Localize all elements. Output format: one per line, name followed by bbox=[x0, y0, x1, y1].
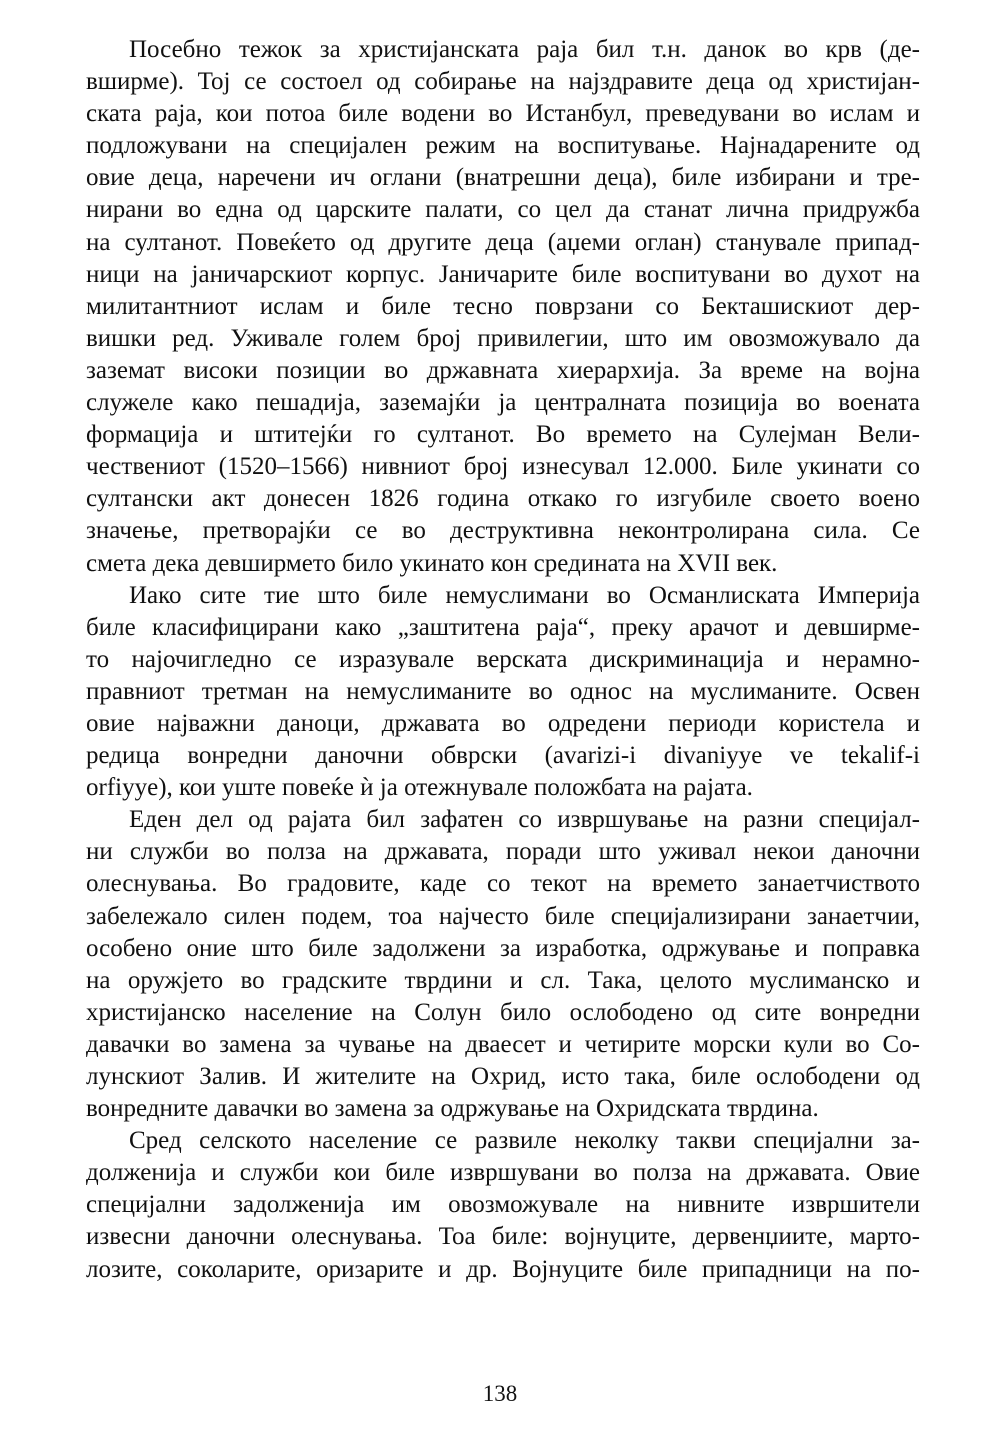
text-line: формација и штитејќи го султанот. Во времето на Сулејман Вели- bbox=[86, 421, 920, 449]
paragraph-2 bbox=[86, 580, 920, 805]
text-line: Еден дел од рајата бил зафатен со извршување на разни специјал- bbox=[129, 806, 920, 834]
text-line: orfiyye), кои уште повеќе ѝ ја отежнувале положбата на рајата. bbox=[86, 774, 753, 802]
text-line: лозите, соколарите, оризарите и др. Војнуците биле припадници на по- bbox=[86, 1255, 920, 1283]
text-line: подложувани на специјален режим на воспитување. Најнадарените од bbox=[86, 132, 920, 160]
text-line: лунскиот Залив. И жителите на Охрид, исто така, биле ослободени од bbox=[86, 1063, 920, 1090]
text-line: Сред селското население се развиле неколку такви специјални за- bbox=[129, 1127, 920, 1155]
paragraph-1 bbox=[86, 34, 920, 580]
text-line: заземат високи позиции во државната хиерархија. За време на војна bbox=[86, 356, 920, 384]
text-line: Посебно тежок за христијанската раја бил т.н. данок во крв (де- bbox=[129, 36, 920, 63]
text-line: смета дека девширмето било укинато кон средината на XVII век. bbox=[86, 549, 778, 577]
text-line: биле класифицирани како „заштитена раја“, преку арачот и девширме- bbox=[86, 613, 920, 641]
text-line: специјални задолженија им овозможувале на нивните извршители bbox=[86, 1191, 920, 1219]
text-line: редица вонредни даночни обврски (avarizi-i divaniyye ve tekalif-i bbox=[86, 742, 920, 770]
page-body bbox=[86, 34, 920, 1286]
page-number: 138 bbox=[482, 1381, 518, 1406]
text-line: Иако сите тие што биле немуслимани во Османлиската Империја bbox=[129, 581, 920, 609]
text-line: султански акт донесен 1826 година откако го изгубиле своето воено bbox=[86, 485, 920, 513]
text-line: ни служби во полза на државата, поради што уживал некои даночни bbox=[86, 838, 920, 866]
text-line: на султанот. Повеќето од другите деца (аџеми оглан) станувале припад- bbox=[86, 228, 920, 256]
text-line: ската раја, кои потоа биле водени во Истанбул, преведувани во ислам и bbox=[86, 100, 920, 128]
text-line: забележало силен подем, тоа најчесто биле специјализирани занаетчии, bbox=[86, 902, 920, 930]
text-line: извесни даночни олеснувања. Тоа биле: војнуците, дервенџиите, марто- bbox=[86, 1223, 920, 1251]
text-line: вширме). Тој се состоел од собирање на најздравите деца од христијан- bbox=[86, 68, 920, 96]
text-line: нирани во една од царските палати, со цел да станат лична придружба bbox=[86, 196, 920, 224]
text-line: на оружјето во градските тврдини и сл. Така, целото муслиманско и bbox=[86, 966, 920, 994]
text-line: овие најважни даноци, државата во одредени периоди користела и bbox=[86, 709, 920, 737]
text-line: чествениот (1520–1566) нивниот број изнесувал 12.000. Биле укинати со bbox=[86, 453, 920, 481]
text-line: значење, претворајќи се во деструктивна неконтролирана сила. Се bbox=[86, 517, 920, 545]
text-line: вонредните давачки во замена за одржување на Охридската тврдина. bbox=[86, 1095, 819, 1123]
text-line: то најочигледно се изразувале верската дискриминација и нерамно- bbox=[86, 645, 920, 673]
text-line: правниот третман на немуслиманите во однос на муслиманите. Освен bbox=[86, 677, 920, 705]
text-line: особено оние што биле задолжени за изработка, одржување и поправка bbox=[86, 934, 920, 962]
text-line: должениja и служби кои биле извршувани во полза на државата. Овие bbox=[86, 1159, 920, 1187]
text-line: овие деца, наречени ич оглани (внатрешни деца), биле избирани и тре- bbox=[86, 164, 920, 192]
text-line: вишки ред. Уживале голем број привилегии, што им овозможувало да bbox=[86, 324, 920, 352]
paragraph-4 bbox=[86, 1125, 920, 1285]
text-line: олеснувања. Во градовите, каде со текот на времето занаетчиството bbox=[86, 870, 920, 898]
text-line: ници на јаничарскиот корпус. Јаничарите биле воспитувани во духот на bbox=[86, 260, 920, 288]
paragraph-3 bbox=[86, 804, 920, 1125]
text-line: милитантниот ислам и биле тесно поврзани со Бекташискиот дер- bbox=[86, 292, 920, 320]
text-line: служеле како пешадија, заземајќи ја централната позиција во воената bbox=[86, 389, 920, 417]
text-line: давачки во замена за чување на дваесет и четирите морски кули во Со- bbox=[86, 1030, 920, 1058]
text-line: христијанско население на Солун било ослободено од сите вонредни bbox=[86, 998, 920, 1026]
